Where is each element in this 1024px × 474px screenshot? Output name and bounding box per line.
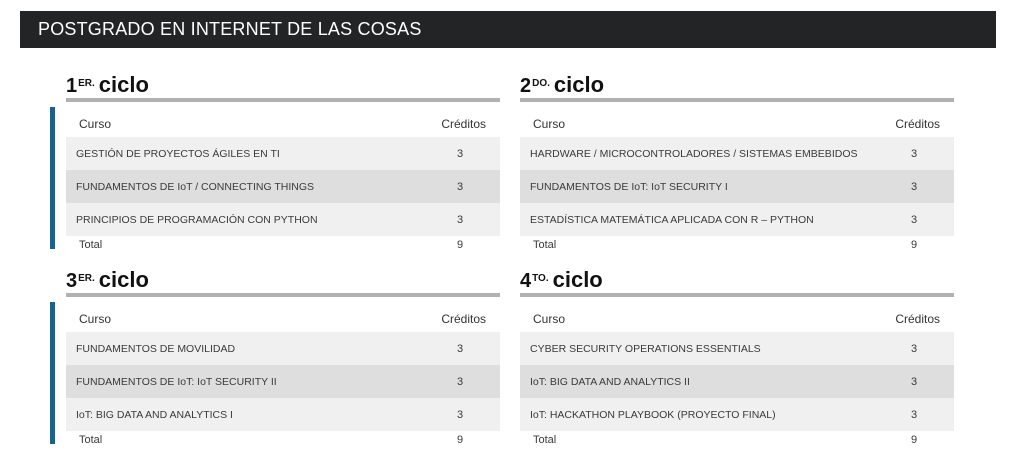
total-row: [520, 431, 954, 449]
course-name: ESTADÍSTICA MATEMÁTICA APLICADA CON R – PYTHON: [520, 203, 874, 236]
table-header: [520, 306, 954, 332]
cycle-suffix: TO.: [532, 273, 549, 284]
total-label: Total: [520, 236, 874, 254]
cycle-accent-bar: [50, 302, 55, 444]
col-curso: Curso: [533, 312, 566, 326]
table-row: [66, 137, 500, 170]
cycle-suffix: DO.: [532, 78, 550, 89]
cycle-2: [520, 72, 954, 254]
cycle-divider: [520, 98, 954, 102]
cycle-word: ciclo: [98, 72, 149, 97]
course-credits: 3: [874, 170, 954, 203]
course-name: HARDWARE / MICROCONTROLADORES / SISTEMAS EMBEBIDOS: [520, 137, 874, 170]
total-row: [66, 431, 500, 449]
cycle-heading: [66, 72, 500, 98]
course-credits: 3: [874, 332, 954, 365]
cycle-1: [66, 72, 500, 254]
cycle-number: 1: [66, 75, 78, 97]
table-row: [520, 137, 954, 170]
course-table: [520, 111, 954, 254]
table-row: [66, 332, 500, 365]
course-credits: 3: [874, 398, 954, 431]
cycle-suffix: ER.: [78, 78, 95, 89]
course-name: FUNDAMENTOS DE IoT / CONNECTING THINGS: [66, 170, 420, 203]
cycle-word: ciclo: [552, 267, 603, 292]
table-row: [66, 398, 500, 431]
total-label: Total: [520, 431, 874, 449]
cycle-heading: [66, 267, 500, 293]
col-curso: Curso: [79, 117, 112, 131]
cycle-number: 4: [520, 270, 532, 292]
col-creditos: Créditos: [441, 312, 486, 326]
table-row: [520, 203, 954, 236]
col-curso: Curso: [533, 117, 566, 131]
cycle-number: 2: [520, 75, 532, 97]
course-name: CYBER SECURITY OPERATIONS ESSENTIALS: [520, 332, 874, 365]
cycle-heading: [520, 72, 954, 98]
course-name: FUNDAMENTOS DE IoT: IoT SECURITY I: [520, 170, 874, 203]
cycle-suffix: ER.: [78, 273, 95, 284]
table-row: [66, 170, 500, 203]
cycle-3: [66, 267, 500, 449]
total-credits: 9: [420, 236, 500, 254]
course-name: IoT: HACKATHON PLAYBOOK (PROYECTO FINAL): [520, 398, 874, 431]
course-credits: 3: [420, 365, 500, 398]
course-table: [66, 306, 500, 449]
cycle-number: 3: [66, 270, 78, 292]
total-credits: 9: [420, 431, 500, 449]
table-row: [66, 365, 500, 398]
course-table: [520, 306, 954, 449]
cycle-divider: [520, 293, 954, 297]
cycle-word: ciclo: [98, 267, 149, 292]
table-row: [520, 170, 954, 203]
col-creditos: Créditos: [895, 312, 940, 326]
course-credits: 3: [874, 203, 954, 236]
course-credits: 3: [874, 137, 954, 170]
page-title: POSTGRADO EN INTERNET DE LAS COSAS: [20, 11, 996, 48]
total-credits: 9: [874, 431, 954, 449]
total-label: Total: [66, 236, 420, 254]
course-name: FUNDAMENTOS DE MOVILIDAD: [66, 332, 420, 365]
course-name: PRINCIPIOS DE PROGRAMACIÓN CON PYTHON: [66, 203, 420, 236]
cycle-divider: [66, 98, 500, 102]
course-name: FUNDAMENTOS DE IoT: IoT SECURITY II: [66, 365, 420, 398]
col-curso: Curso: [79, 312, 112, 326]
table-row: [520, 398, 954, 431]
cycle-divider: [66, 293, 500, 297]
total-row: [520, 236, 954, 254]
cycle-heading: [520, 267, 954, 293]
course-credits: 3: [420, 170, 500, 203]
col-creditos: Créditos: [441, 117, 486, 131]
table-row: [520, 365, 954, 398]
course-credits: 3: [420, 398, 500, 431]
table-header: [66, 306, 500, 332]
course-name: GESTIÓN DE PROYECTOS ÁGILES EN TI: [66, 137, 420, 170]
cycle-accent-bar: [50, 107, 55, 249]
table-row: [520, 332, 954, 365]
course-credits: 3: [420, 137, 500, 170]
cycle-4: [520, 267, 954, 449]
total-row: [66, 236, 500, 254]
course-name: IoT: BIG DATA AND ANALYTICS II: [520, 365, 874, 398]
cycle-word: ciclo: [553, 72, 605, 97]
col-creditos: Créditos: [895, 117, 940, 131]
table-row: [66, 203, 500, 236]
course-credits: 3: [874, 365, 954, 398]
course-table: [66, 111, 500, 254]
table-header: [520, 111, 954, 137]
total-label: Total: [66, 431, 420, 449]
table-header: [66, 111, 500, 137]
total-credits: 9: [874, 236, 954, 254]
course-credits: 3: [420, 203, 500, 236]
course-name: IoT: BIG DATA AND ANALYTICS I: [66, 398, 420, 431]
course-credits: 3: [420, 332, 500, 365]
